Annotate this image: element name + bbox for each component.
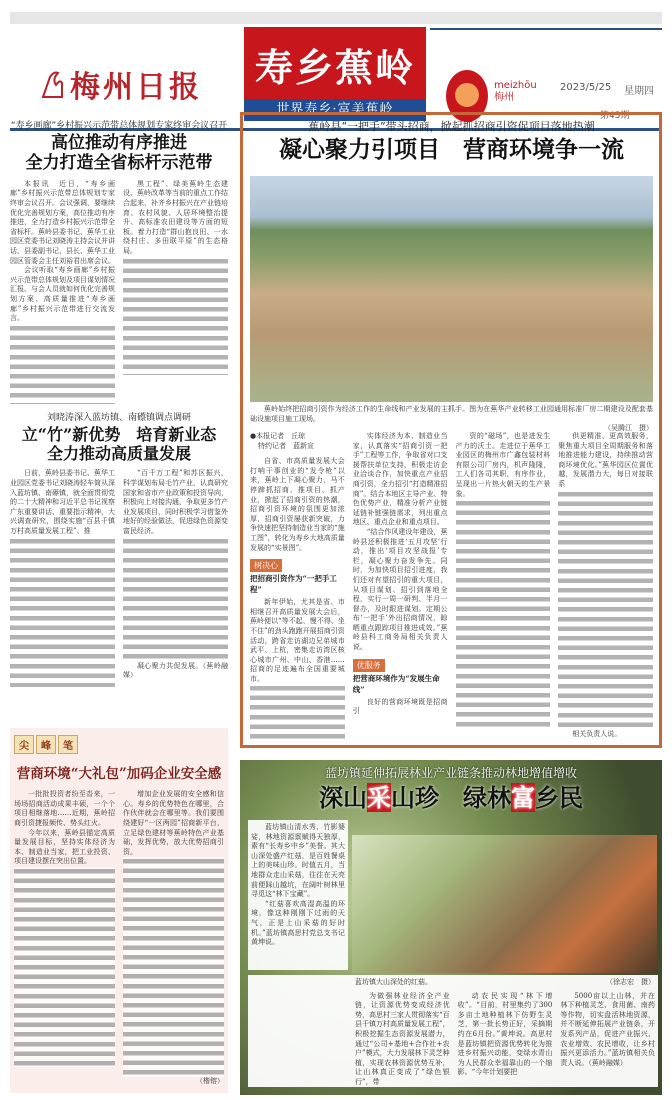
- article-bamboo-industry: [10, 410, 228, 687]
- city-name: 梅州: [494, 92, 514, 103]
- paragraph: 相关负责人说。: [572, 729, 622, 738]
- section-tag: 优服务: [353, 659, 385, 672]
- date: 2023/5/25: [560, 82, 612, 93]
- article-headline: 高位推动有序推进: [51, 133, 187, 153]
- section-title: 把营商环境作为“发展生命线”: [352, 673, 440, 694]
- column-char: 峰: [36, 735, 56, 754]
- feature-intro: [248, 820, 348, 970]
- feature-body: [248, 975, 658, 1087]
- paragraph: 增加企业发展的安全感和信心。寿乡的优势特色在哪里，合作伙伴就会在哪里等。我们要围绕建好“一区两园”招商新平台，立足绿色建材等蕉岭特色产业基础，发挥优势，放大优势招商引资。: [123, 790, 224, 856]
- headline-highlight: 采: [367, 783, 391, 812]
- byline: ●本报记者 丘琼: [250, 432, 306, 440]
- paragraph: 5000亩以上山林，并在林下种植灵芝、食用菌、南药等作物，切实盘活林地资源，并不断延伸拓展产业链条，开发系列产品，促进产业振兴、农业增效、农民增收，让乡村振兴更添活力。”蓝坊镇相关负责人说。（蕉岭融媒）: [560, 991, 656, 1067]
- article-headline: 全力打造全省标杆示范带: [25, 153, 213, 174]
- paragraph: 会议听取“寿乡画廊”乡村振兴示范带总体规划及项目谋划情况汇报。与会人员就如何优化完善规划方案、高质量推进“寿乡画廊”乡村振兴示范带进行交流发言。: [10, 266, 115, 323]
- red-mushroom-photo: [352, 835, 657, 973]
- paragraph: 新年伊始，尤其是省、市相继召开高质量发展大会后，蕉岭便以“等不起、慢不得、坐不住”的劲头跑跑开展招商引资活动，跨省走访湖边兄弟城市武平、上杭，密集走访湾区核心城市广州、中山、香港……招商的足迹遍布全国重要城市。: [250, 598, 345, 683]
- slogan: 世界寿乡·富美蕉岭: [244, 99, 426, 121]
- city-pinyin: meizhōu: [494, 80, 537, 91]
- construction-site-photo: [250, 176, 653, 402]
- issue-number: 第45期: [600, 111, 630, 121]
- lead-article-body: [250, 432, 653, 742]
- article-kicker: 蓝坊镇延伸拓展林业产业链条推动林地增值增收: [324, 766, 577, 780]
- paragraph: 今年以来，蕉岭县锚定高质量发展目标，坚持实体经济为本、制造业当家，把工业投资、项目建设摆在突出位置。: [14, 828, 115, 866]
- paragraph: 蓝坊镇山清水秀、竹影婆娑，林地资源禀赋得天独厚，素有“长寿乡中乡”美誉。其大山深处盛产红菇，是百姓餐桌上的美味山珍。时值五月，当地群众走山采菇，往往在天亮前便踩山越坑，在阔叶树林里寻觅这“林下宝藏”。: [251, 823, 345, 899]
- paragraph: “百千万工程”和苏区振兴，科学谋划布局毛竹产业，认真研究国家和省市产业政策和投资导向，积极向上对接沟通，争取更多竹产业发展项目，同时积极学习借鉴外地好的经验做法，促进绿色资源变富民经济。: [123, 469, 228, 535]
- paragraph: 供更精准、更高效服务，聚焦重大项目全周期服务和落地推进能力建设，持续推动营商环境优化。”蕉华园区位置优越，发展潜力大，每日对接联系: [558, 432, 653, 488]
- headline-highlight: 富: [511, 783, 535, 812]
- lead-article-header: [250, 118, 653, 164]
- column-char: 尖: [14, 735, 34, 754]
- article-headline: [240, 784, 662, 813]
- caption-text: 蕉岭始终把招商引资作为经济工作的生命线和产业发展的主抓手。图为在蕉华产业转移工业园通用标准厂房二期建设及配套基础设施项目施工现场。: [250, 405, 653, 423]
- photo-caption: 蓝坊镇大山深处的红菇。: [355, 978, 432, 986]
- headline-part: 深山: [319, 783, 367, 812]
- article-headline: 全力推动高质量发展: [46, 444, 191, 464]
- paragraph: 实体经济为本、制造业当家，认真落实“招商引资一把手”工程等工作，争取省对口支援帮扶单位支持，积极走访企业洽谈合作，加快重点产业招商引资，全力招引“打造精准招商”。结合本地区主导产业、特色优势产业，精准分析产业链延链补链强链需求，列出重点地区、重点企业和重点项目。: [352, 432, 448, 527]
- paragraph: “结合作风建设年建设，蕉岭县还积极推进‘五月攻坚’行动，推出‘项目攻坚战报’专栏，凝心聚力奋发争先。同时，为加快项目招引进度，我们还对有望招引的重大项目，从项目谋划、招引到落地全程，实行一周一研判、半月一督办，及时跟进谋划。定期公布‘一把手’外出招商情况，晾晒重点跟踪项目推进成效。”蕉岭县科工商务局相关负责人说。: [352, 527, 448, 652]
- photo-credit: （徐志宏 摄）: [606, 978, 655, 986]
- paragraph: 日前，蕉岭县委书记、蕉华工业园区党委书记刘晓涛轻车简从深入蓝坊镇、南礤镇，就全面贯彻党的二十大精神和习近平总书记视察广东重要讲话、重要指示精神，大兴调查研究，围绕实施“百县千镇万村高质量发展工程”、推: [10, 469, 115, 535]
- paragraph: 动农民实现“林下增收”。“目前，村里集约了300多亩土地种植林下仿野生灵芝，第一批长势正好，采摘期约在6月份。”黄坤说。高思村是蓝坊镇把资源优势转化为推进乡村振兴动能，变绿水青山为人民群众幸福靠山的一个缩影。“今年计划要把: [457, 991, 553, 1077]
- section-title: 把招商引资作为“一把手工程”: [250, 574, 337, 595]
- feature-header: [240, 764, 662, 813]
- article-kicker: 刘晓涛深入蓝坊镇、南礤镇调点调研: [46, 413, 191, 423]
- flame-logo-icon: [40, 69, 66, 99]
- byline: （楷镕）: [196, 1077, 224, 1086]
- paper-logo: [40, 62, 202, 106]
- paragraph: “红菇喜欢高湿高温的环境，像这种刚刚下过雨的天气，正是上山采菇的好时机。”蓝坊镇高思村党总支书记黄坤说。: [251, 899, 345, 947]
- article-kicker: 蕉岭县“一把手”带头招商，掀起抓招商引资促项目落地热潮: [308, 120, 595, 133]
- column-label: [14, 735, 78, 754]
- paragraph: 黑工程”、绿美蕉岭生态建设、蕉岭改革等当前的重点工作结合起来，补齐乡村振兴在产业链培育、农村风貌、人居环境整治提升、高标准农田建设等方面的短板。着力打造“群山抱良田、一水绕村庄、多田联平原”的生态格局。: [123, 179, 228, 255]
- paragraph: 资的“磁场”，也是进发生产力的沃土。走进位于蕉华工业园区的梅州市广鑫包装材料有限公司厂房内，机声隆隆，工人们各司其职，有序作业，呈现出一片热火朝天的生产景象。: [455, 432, 551, 498]
- top-bar: [10, 12, 662, 24]
- section-title: 寿乡蕉岭: [254, 45, 415, 90]
- headline-part: 乡民: [535, 783, 583, 812]
- article-kicker: “寿乡画廊”乡村振兴示范带总体规划专家终审会议召开: [10, 121, 228, 131]
- headline-part: 山珍 绿林: [391, 783, 511, 812]
- article-headline: 营商环境“大礼包”加码企业安全感: [16, 766, 222, 782]
- paragraph: 为做强林业经济全产业链，让资源优势变成经济优势，高思村三家人贯彻落实“百县千镇万村高质量发展工程”，积极挖掘生态资源发展潜力，通过“公司+基地+合作社+农户”模式，大力发展林下灵芝种植，实现农林资源优势互补，让山林真正变成了“绿色银行”，带: [355, 991, 450, 1086]
- commentary-article: [14, 766, 224, 1087]
- article-headline: 凝心聚力引项目 营商环境争一流: [279, 136, 624, 163]
- section-masthead: [244, 27, 426, 121]
- paragraph: 凝心聚力共促发展。（蕉岭融媒）: [123, 661, 228, 680]
- weekday: 星期四: [624, 86, 654, 97]
- article-headline: 立“竹”新优势 培育新业态: [21, 425, 217, 444]
- paragraph: 本报讯 近日，“寿乡画廊”乡村振兴示范带总体规划专家终审会议召开。会议强调，要继续优化完善规划方案，高位推动有序推进，全力打造乡村振兴示范带全省标杆。蕉岭县委书记、蕉华工业园区党委书记刘晓涛主持会议并讲话，县委副书记、县长、蕉华工业园区管委会主任刘裕君出席会议。: [10, 179, 115, 265]
- city-mark: [494, 80, 537, 104]
- column-char: 笔: [58, 735, 78, 754]
- paper-name: 梅州日报: [70, 70, 202, 105]
- section-tag: 树决心: [250, 559, 282, 572]
- paragraph: 一批批投资者纷至沓来，一场场招商活动成果丰硕，一个个项目相继落地……近期，蕉岭招商引资捷报频传、势头红火。: [14, 790, 115, 827]
- divider: [430, 28, 662, 30]
- paragraph: 良好的营商环境既是招商引: [352, 697, 448, 716]
- photo-caption: [250, 405, 653, 434]
- article-rural-revitalization: [10, 118, 228, 404]
- paragraph: 自省、市高质量发展大会打响干事创业的“发令枪”以来，蕉岭上下凝心聚力，马不停蹄抓招商、推项目、抓产业，掀起了招商引资的热潮，招商引资环境的氛围更加浓厚，招商引资屡获新突破，力争快速把坚持制造业当家的“施工图”，转化为寿乡大地高质量发展的“实景图”。: [250, 457, 345, 552]
- photo-credit: （吴腾江 摄）: [604, 424, 653, 433]
- byline: 特约记者 蓝新宣: [258, 441, 314, 450]
